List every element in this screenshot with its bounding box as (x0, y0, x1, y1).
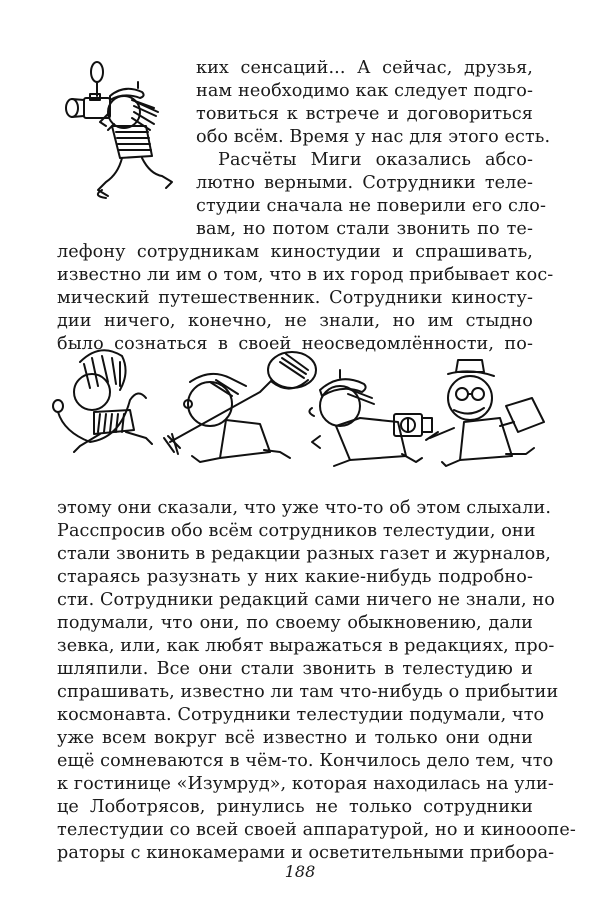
text-line: вам, но потом стали звонить по те- (196, 219, 533, 239)
text-line: к гостинице «Изумруд», которая находилась на ули- (57, 774, 554, 794)
text-line: сти. Сотрудники редакций сами ничего не знали, но (57, 590, 555, 610)
text-line: шляпили. Все они стали звонить в телестудию и (57, 659, 533, 679)
page-number: 188 (284, 862, 316, 881)
text-line: раторы с кинокамерами и осветительными прибора- (57, 843, 555, 863)
text-line: Расспросив обо всём сотрудников телестудии, они (57, 521, 536, 541)
text-line: известно ли им о том, что в их город прибывает кос- (57, 265, 554, 285)
text-line: спрашивать, известно ли там что-нибудь о прибытии (57, 682, 559, 702)
text-line: студии сначала не поверили его сло- (196, 196, 546, 216)
text-line: зевка, или, как любят выражаться в редакциях, про- (57, 636, 555, 656)
text-line: нам необходимо как следует подго- (196, 81, 533, 101)
reporters-running-illustration (50, 342, 550, 472)
text-line: подумали, что они, по своему обыкновению, дали (57, 613, 533, 633)
photographer-illustration (62, 58, 182, 218)
text-line: товиться к встрече и договориться (196, 104, 533, 124)
text-line: обо всём. Время у нас для этого есть. (196, 127, 551, 147)
text-line: це Лоботрясов, ринулись не только сотрудники (57, 797, 533, 817)
boy-with-movie-camera (309, 370, 432, 466)
text-line: было сознаться в своей неосведомлённости, по- (57, 334, 533, 354)
text-line: лютно верными. Сотрудники теле- (196, 173, 533, 193)
text-line: космонавта. Сотрудники телестудии подумали, что (57, 705, 545, 725)
text-line: телестудии со всей своей аппаратурой, но и кинооопе- (57, 820, 576, 840)
text-line: Расчёты Миги оказались абсо- (218, 150, 533, 170)
text-line: ких сенсаций... А сейчас, друзья, (196, 58, 533, 78)
text-line: стали звонить в редакции разных газет и журналов, (57, 544, 552, 564)
text-line: ещё сомневаются в чём-то. Кончилось дело тем, что (57, 751, 554, 771)
man-with-notepad (426, 360, 544, 466)
text-line: этому они сказали, что уже что-то об этом слыхали. (57, 498, 552, 518)
text-line: уже всем вокруг всё известно и только они одни (57, 728, 533, 748)
text-line: лефону сотрудникам киностудии и спрашивать, (57, 242, 533, 262)
text-line: мический путешественник. Сотрудники киносту- (57, 288, 533, 308)
text-line: дии ничего, конечно, не знали, но им стыдно (57, 311, 533, 331)
text-line: стараясь разузнать у них какие-нибудь подробно- (57, 567, 533, 587)
girl-with-microphone (53, 350, 152, 452)
boy-with-spotlight (164, 352, 316, 462)
